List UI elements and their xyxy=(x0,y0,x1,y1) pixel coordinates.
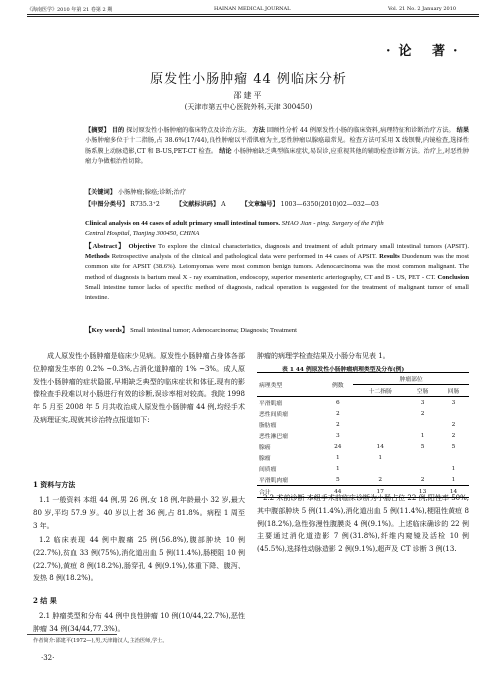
en-conclusion-label: Conclusion xyxy=(437,273,469,281)
table-cell-type: 间质瘤 xyxy=(259,467,277,473)
section-2-1: 2.1 肿瘤类型和分布 44 例中良性肿瘤 10 例(10/44,22.7%),恶性肿瘤 34 例(34/44,77.3%)。 xyxy=(33,612,245,633)
table-cell-type: 脂肪瘤 xyxy=(259,423,277,429)
table-cell-ile: 14 xyxy=(449,488,458,495)
pathology-table xyxy=(257,372,469,498)
abstract-cn xyxy=(85,126,469,168)
conclusion-label: 结论 xyxy=(219,147,232,155)
table-cell-duo: 1 xyxy=(378,454,383,461)
table-intro: 肿瘤的病理学检查结果及小肠分布见表 1。 xyxy=(257,352,390,360)
table-cell-ile: 2 xyxy=(451,432,456,439)
table-body xyxy=(257,397,469,498)
table-cell-count: 24 xyxy=(334,443,342,450)
table-cell-type: 合计 xyxy=(259,490,271,496)
header-rule-thin xyxy=(27,16,479,17)
table-cell-ile xyxy=(438,408,469,419)
table-cell-jej: 13 xyxy=(418,488,427,495)
table-cell-count: 3 xyxy=(335,432,340,439)
journal-name-en: HAINAN MEDICAL JOURNAL xyxy=(214,6,291,12)
table-cell-type: 平滑肌肉瘤 xyxy=(259,478,288,484)
en-objective-label: Objective xyxy=(128,243,156,250)
table-cell-duo xyxy=(353,463,407,474)
table-cell-ile xyxy=(438,452,469,463)
table-cell-ile: 5 xyxy=(451,443,456,450)
abstract-label: 【摘要】 xyxy=(85,127,110,134)
result-label: 结果 xyxy=(456,127,470,134)
en-conclusion: Small intestine tumor lacks of specific method of diagnosis, radical operation is suggested for the treatment of malignant tumor of small intestine. xyxy=(85,283,469,302)
table-cell-duo: 17 xyxy=(376,488,384,495)
article-title: 原发性小肠肿瘤 44 例临床分析 xyxy=(150,72,347,87)
english-affil-1: Surgery of the Fifth xyxy=(332,220,384,227)
english-title-block xyxy=(85,219,469,239)
table-cell-duo xyxy=(353,419,407,430)
table-row xyxy=(257,463,469,474)
footnote-rule xyxy=(27,634,117,635)
page-number: ·32· xyxy=(41,654,55,662)
doc-code: A xyxy=(221,201,226,208)
section-2-2: 2.2 术前诊断 本组手术前临床诊断为小肠占位 22 例,阳性率 50%,其中腹部肿块 5 例(11.4%),消化道出血 5 例(11.4%),梗阻性黄疸 8 例(18.2%),急性弥漫性腹膜炎 4 例(9.1%)。上述临床确诊的 22 例主要通过消化道造影 7 例(31.8%),纤维内窥镜及活检 10 例(45.5%),选择性动脉造影 2 例(9.1%),超声及 CT 诊断 3 例(13. xyxy=(257,494,469,554)
author: 邵建平 xyxy=(233,91,264,100)
issue-info: Vol. 21 No. 2 January 2010 xyxy=(388,6,457,12)
col-header-type: 病理类型 xyxy=(257,373,322,397)
table-cell-jej xyxy=(407,463,438,474)
table-cell-type: 平滑肌瘤 xyxy=(259,401,283,407)
table-cell-type: 恶性淋巴瘤 xyxy=(259,434,288,440)
table-row xyxy=(257,419,469,430)
en-objective: To explore the clinical characteristics, diagnosis and treatment of adult primary small intestinal tumors (APSIT). xyxy=(158,243,469,250)
method-label: 方法 xyxy=(252,127,265,134)
col-header-count: 例数 xyxy=(322,373,353,397)
table-cell-type: 腺癌 xyxy=(259,445,271,451)
en-methods-label: Methods xyxy=(85,253,110,261)
table-cell-jej: 3 xyxy=(420,399,425,406)
en-results-label: Results xyxy=(379,253,400,261)
col-header-jejunum: 空肠 xyxy=(407,385,438,397)
keywords-text: 小肠肿瘤;腺癌;诊断;治疗 xyxy=(117,189,187,196)
table-caption: 表 1 44 例原发性小肠肿瘤病理类型及分布(例) xyxy=(282,367,405,373)
table-cell-duo xyxy=(353,408,407,419)
table-cell-type: 恶性间质瘤 xyxy=(259,412,288,418)
conclusion-text: 小肠肿瘤缺乏典型临床症状,易误诊,应重视其他的辅助检查诊断方法。治疗上,对恶性肿瘤力争做根治性切除。 xyxy=(85,147,470,166)
table-cell-jej xyxy=(407,419,438,430)
table-cell-jej: 2 xyxy=(420,410,425,417)
journal-name-cn: 《海南医学》2010 年第 21 卷第 2 期 xyxy=(27,7,113,13)
table-cell-count: 44 xyxy=(334,488,342,495)
table-cell-jej: 1 xyxy=(420,432,425,439)
clc-code: R735.3⁺2 xyxy=(130,201,160,208)
header-rule xyxy=(27,14,479,15)
section-1-2: 1.2 临床表现 44 例中腹痛 25 例(56.8%),腹部肿块 10 例(22.7%),贫血 33 例(75%),消化道出血 5 例(11.4%),肠梗阻 10 例(22.7%),黄疸 8 例(18.2%),肠穿孔 4 例(9.1%),体重下降、腹泻、发热 8 例(18.2%)。 xyxy=(33,536,245,583)
table-row xyxy=(257,474,469,486)
method-text: 回顾性分析 44 例原发性小肠的临床资料,病理特征和诊断治疗方法。 xyxy=(266,127,455,134)
en-keywords-label: 【Key words】 xyxy=(85,327,129,334)
keywords-label: 【关键词】 xyxy=(85,189,116,196)
table-row xyxy=(257,430,469,441)
table-cell-count: 1 xyxy=(335,454,340,461)
table-cell-duo: 2 xyxy=(378,476,383,483)
clc-label: 【中图分类号】 xyxy=(85,201,129,208)
col-header-ileum: 回肠 xyxy=(438,385,469,397)
intro-paragraph: 成人原发性小肠肿瘤是临床少见病。原发性小肠肿瘤占身体各部位肿瘤发生率的 0.2% ~0.3%,占消化道肿瘤的 1% ~3%。成人原发性小肠肿瘤的症状隐匿,早期缺乏典型的临床症状和体征,现有的影像检查手段难以对小肠进行有效的诊断,误诊率相对较高。我院 1998 年 5 月至 2008 年 5 月共收治成人原发性小肠肿瘤 44 例,均经手术及病理证实,现就其诊治特点报道如下: xyxy=(33,352,245,424)
table-row xyxy=(257,441,469,452)
author-footnote: 作者简介:邵建平(1972—),男,天津籍汉人,主治医师,学士。 xyxy=(33,638,168,644)
table-cell-jej: 2 xyxy=(420,476,425,483)
english-title: Clinical analysis on 44 cases of adult primary small intestinal tumors. xyxy=(85,220,281,227)
result-text: 小肠肿瘤多位于十二指肠,占 38.6%(17/44),良性肿瘤以平滑肌瘤为主,恶性肿瘤以腺癌最常见。检查方法可采用 X 线钡餐,内镜检查,选择性肠系膜上动脉造影,CT 和 B-US,PET-CT 检查。 xyxy=(85,137,469,155)
table-cell-duo xyxy=(353,397,407,409)
table-row xyxy=(257,397,469,409)
column-tag: ·论 著· xyxy=(386,44,466,59)
purpose-label: 目的 xyxy=(111,127,125,134)
table-cell-duo: 14 xyxy=(376,443,384,450)
table-cell-duo xyxy=(353,430,407,441)
english-author: SHAO Jian - ping. xyxy=(281,220,331,227)
table-cell-ile: 2 xyxy=(451,421,456,428)
en-abstract-label: 【Abstract】 xyxy=(85,243,126,250)
article-id: 1003—6350(2010)02—032—03 xyxy=(280,201,379,208)
col-header-duodenum: 十二指肠 xyxy=(353,385,407,397)
table-cell-ile: 1 xyxy=(451,465,456,472)
table-cell-ile: 1 xyxy=(451,476,456,483)
section-1-heading: 1 资料与方法 xyxy=(33,480,76,489)
keywords-cn xyxy=(85,188,186,198)
table-cell-count: 2 xyxy=(335,410,340,417)
purpose-text: 探讨原发性小肠肿瘤的临床特点及诊治方法。 xyxy=(126,127,251,134)
en-results: Duodenum was the most common site for APSIT (38.6%). Leiomyomas were most common benign tumors. Adenocarcinoma was the most common malignant. The method of diagnosis is barium meal X - ray examination, endoscopy, superior mesenteric arteriography, CT and B - US, PET - CT. xyxy=(85,253,470,281)
section-2-heading: 2 结 果 xyxy=(33,596,57,605)
classification-line xyxy=(85,200,475,210)
table-cell-jej: 5 xyxy=(420,443,425,450)
en-methods: Retrospective analysis of the clinical and pathological data were performed in 44 cases of APSIT. xyxy=(111,253,377,261)
section-1-1: 1.1 一般资料 本组 44 例,男 26 例,女 18 例,年龄最小 32 岁,最大 80 岁,平均 57.9 岁。40 岁以上者 36 例,占 81.8%。病程 1 周至 3 年。 xyxy=(33,496,245,530)
table-cell-count: 6 xyxy=(335,399,340,406)
col-header-site: 肿瘤部位 xyxy=(353,373,469,385)
table-cell-count: 5 xyxy=(335,476,340,483)
table-cell-count: 1 xyxy=(335,465,340,472)
affiliation: (天津市第五中心医院外科,天津 300450) xyxy=(184,103,313,111)
article-id-label: 【文章编号】 xyxy=(241,201,279,208)
table-row xyxy=(257,452,469,463)
table-cell-jej xyxy=(407,452,438,463)
english-affil-2: Central Hospital, Tianjing 300450, CHINA xyxy=(85,230,200,238)
table-row xyxy=(257,408,469,419)
table-cell-ile: 3 xyxy=(451,399,456,406)
doc-code-label: 【文献标识码】 xyxy=(175,201,220,208)
en-keywords xyxy=(85,326,469,336)
table-cell-type: 腺瘤 xyxy=(259,456,271,462)
en-keywords-text: Small intestinal tumor; Adenocarcinoma; Diagnosis; Treatment xyxy=(130,327,297,334)
table-cell-count: 2 xyxy=(335,421,340,428)
abstract-en xyxy=(85,242,469,303)
